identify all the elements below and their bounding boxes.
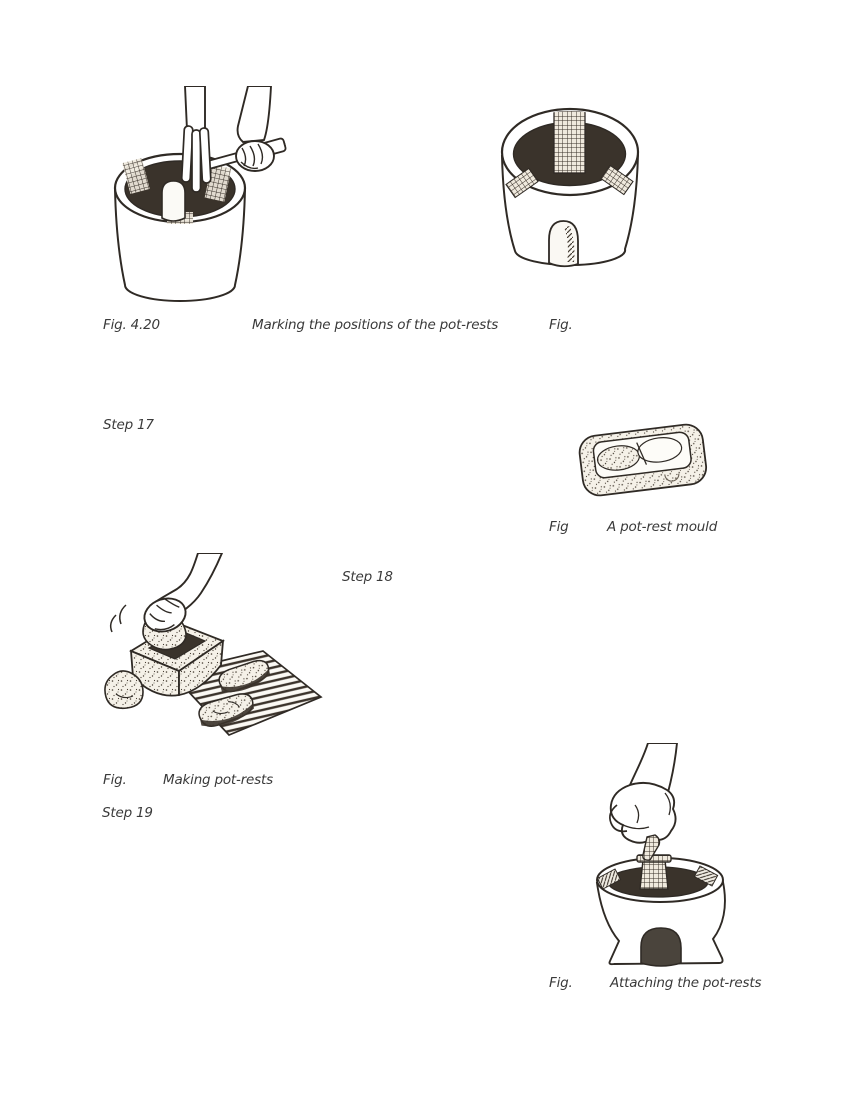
attaching-illustration <box>577 743 747 977</box>
motion-lines <box>111 605 126 632</box>
step-17-label: Step 17 <box>103 417 154 433</box>
marking-illustration <box>92 86 292 310</box>
attached-pot-rest <box>637 855 671 889</box>
fig-mould-caption-label: Fig <box>549 519 569 535</box>
fig-making-caption-label: Fig. <box>103 772 127 788</box>
door-arch <box>641 928 681 966</box>
right-hand <box>236 86 274 171</box>
fig-mould-caption-text: A pot-rest mould <box>607 519 718 535</box>
fig-stove-caption-label: Fig. <box>549 317 573 333</box>
fig-making-caption-text: Making pot-rests <box>163 772 273 788</box>
left-hand <box>182 86 211 192</box>
fig-marking-caption-text: Marking the positions of the pot-rests <box>252 317 499 333</box>
mould-illustration <box>573 417 713 507</box>
fig-attaching-caption-label: Fig. <box>549 975 573 991</box>
step-18-label: Step 18 <box>342 569 393 585</box>
placing-hand <box>610 743 677 860</box>
door-arch <box>162 181 185 221</box>
fig-marking-caption-label: Fig. 4.20 <box>103 317 160 333</box>
fig-attaching-caption-text: Attaching the pot-rests <box>610 975 762 991</box>
making-pot-rests-illustration <box>93 553 325 745</box>
pot-rest-grid-band <box>554 109 585 173</box>
step-19-label: Step 19 <box>102 805 153 821</box>
spare-clay-lump <box>105 671 143 708</box>
stove-top-illustration <box>477 98 657 272</box>
